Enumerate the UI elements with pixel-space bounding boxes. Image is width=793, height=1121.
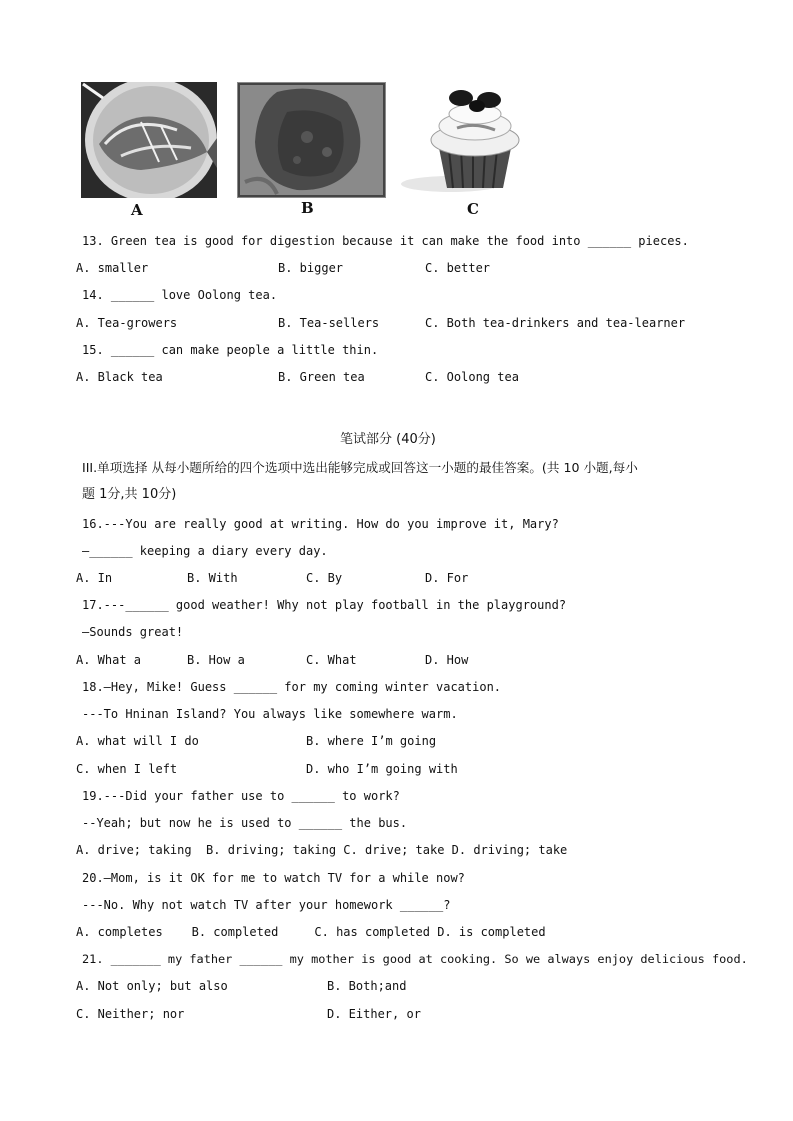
question-16-option-a: A. In xyxy=(76,571,113,585)
question-17-option-d: D. How xyxy=(425,653,469,667)
question-17-option-c: C. What xyxy=(306,653,357,667)
question-20-reply: ---No. Why not watch TV after your homework ______? xyxy=(82,898,451,912)
question-21-option-c: C. Neither; nor xyxy=(76,1007,185,1021)
question-15-stem: 15. ______ can make people a little thin. xyxy=(82,343,379,357)
question-21-option-b: B. Both;and xyxy=(327,979,407,993)
question-16-stem: 16.---You are really good at writing. How do you improve it, Mary? xyxy=(82,517,559,531)
section-title: 笔试部分 (40分) xyxy=(340,432,436,447)
question-20-options: A. completes B. completed C. has completed D. is completed xyxy=(76,925,546,939)
question-15-option-c: C. Oolong tea xyxy=(425,370,519,384)
question-20-stem: 20.—Mom, is it OK for me to watch TV for a while now? xyxy=(82,871,465,885)
section-instruction-line-2: 题 1分,共 10分) xyxy=(82,487,177,502)
question-16-option-d: D. For xyxy=(425,571,469,585)
question-17-reply: —Sounds great! xyxy=(82,625,184,639)
picture-c-cupcake xyxy=(401,88,523,200)
cupcake-illustration xyxy=(401,88,523,200)
question-16-option-b: B. With xyxy=(187,571,238,585)
question-16-option-c: C. By xyxy=(306,571,343,585)
picture-a-label: A xyxy=(131,201,143,219)
question-13-option-a: A. smaller xyxy=(76,261,149,275)
question-15-option-b: B. Green tea xyxy=(278,370,365,384)
question-14-option-b: B. Tea-sellers xyxy=(278,316,380,330)
picture-b-label: B xyxy=(301,199,314,217)
section-instruction-line-1: III.单项选择 从每小题所给的四个选项中选出能够完成或回答这一小题的最佳答案。(共 10 小题,每小 xyxy=(82,460,638,475)
question-21-option-d: D. Either, or xyxy=(327,1007,421,1021)
question-19-options: A. drive; taking B. driving; taking C. drive; take D. driving; take xyxy=(76,843,568,857)
question-18-option-b: B. where I’m going xyxy=(306,734,437,748)
question-18-reply: ---To Hninan Island? You always like somewhere warm. xyxy=(82,707,458,721)
question-18-option-c: C. when I left xyxy=(76,762,178,776)
question-21-option-a: A. Not only; but also xyxy=(76,979,228,993)
fish-plate-illustration xyxy=(81,82,217,198)
question-14-option-a: A. Tea-growers xyxy=(76,316,178,330)
question-13-option-b: B. bigger xyxy=(278,261,344,275)
question-18-stem: 18.—Hey, Mike! Guess ______ for my coming winter vacation. xyxy=(82,680,502,694)
question-17-stem: 17.---______ good weather! Why not play football in the playground? xyxy=(82,598,567,612)
question-14-stem: 14. ______ love Oolong tea. xyxy=(82,288,278,302)
question-15-option-a: A. Black tea xyxy=(76,370,163,384)
question-13-stem: 13. Green tea is good for digestion because it can make the food into ______ pieces. xyxy=(82,234,689,248)
question-19-stem: 19.---Did your father use to ______ to work? xyxy=(82,789,400,803)
picture-a-fish xyxy=(81,82,217,198)
question-21-stem: 21. _______ my father ______ my mother is good at cooking. So we always enjoy delicious food. xyxy=(82,952,748,966)
question-18-option-d: D. who I’m going with xyxy=(306,762,458,776)
tea-leaves-illustration xyxy=(237,82,386,198)
picture-b-tea xyxy=(237,82,386,198)
question-19-reply: --Yeah; but now he is used to ______ the bus. xyxy=(82,816,408,830)
question-18-option-a: A. what will I do xyxy=(76,734,199,748)
question-13-option-c: C. better xyxy=(425,261,491,275)
question-14-option-c: C. Both tea-drinkers and tea-learner xyxy=(425,316,686,330)
question-17-option-a: A. What a xyxy=(76,653,142,667)
question-16-reply: —______ keeping a diary every day. xyxy=(82,544,328,558)
question-17-option-b: B. How a xyxy=(187,653,245,667)
picture-c-label: C xyxy=(467,200,479,218)
